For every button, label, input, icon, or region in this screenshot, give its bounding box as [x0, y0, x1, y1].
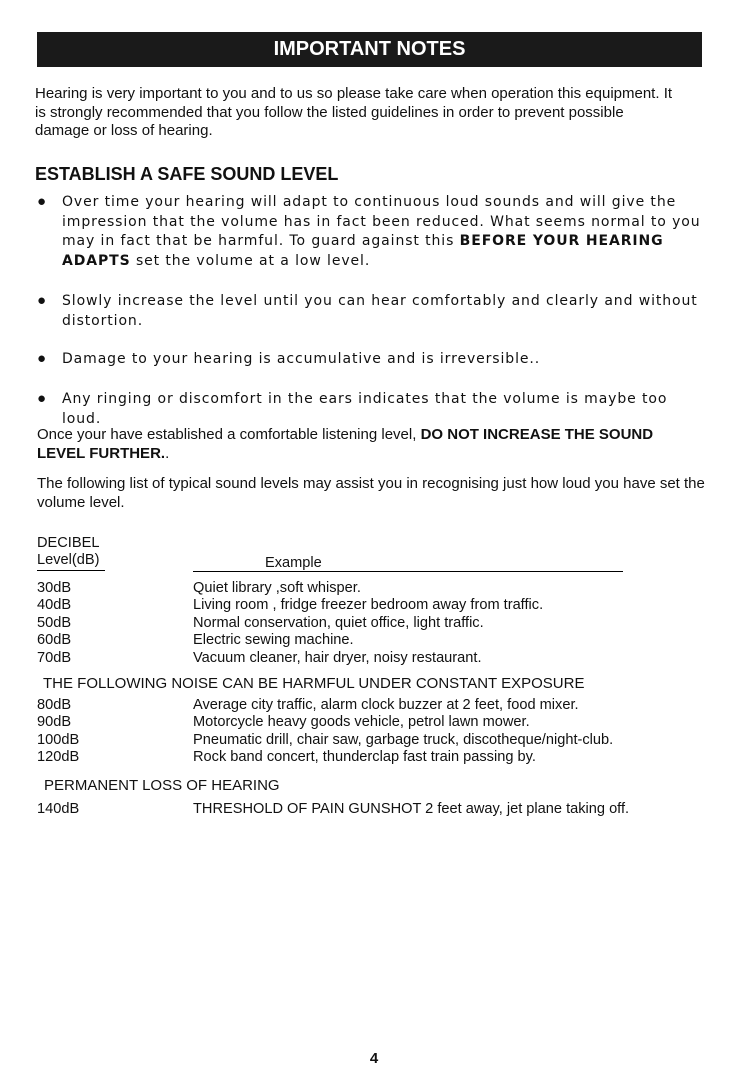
- example-cell: Motorcycle heavy goods vehicle, petrol lawn mower.: [193, 714, 530, 730]
- note-bold: DO NOT INCREASE THE SOUND LEVEL FURTHER.: [37, 426, 654, 462]
- level-cell: 80dB: [37, 697, 72, 713]
- following-paragraph: The following list of typical sound levels may assist you in recognising just how loud you have set the volume level.: [37, 475, 705, 511]
- bullet-3-text: Damage to your hearing is accumulative and is irreversible..: [62, 351, 541, 367]
- example-cell: Average city traffic, alarm clock buzzer at 2 feet, food mixer.: [193, 697, 579, 713]
- bullet-2-text: Slowly increase the level until you can hear comfortably and clearly and without distortion.: [62, 293, 698, 329]
- level-cell: 30dB: [37, 580, 72, 596]
- level-cell: 50dB: [37, 615, 72, 631]
- level-cell: 90dB: [37, 714, 72, 730]
- example-cell: Electric sewing machine.: [193, 632, 354, 648]
- col2-header-underline: [193, 571, 623, 572]
- level-cell: 40dB: [37, 597, 72, 613]
- banner-title: IMPORTANT NOTES: [273, 38, 466, 60]
- col2-header: Example: [265, 555, 322, 571]
- col1-header-line2: Level(dB): [37, 552, 100, 568]
- example-cell: THRESHOLD OF PAIN GUNSHOT 2 feet away, jet plane taking off.: [193, 801, 630, 817]
- page-number: 4: [369, 1050, 379, 1067]
- note-tail: .: [165, 445, 170, 462]
- note-paragraph: [37, 425, 697, 463]
- bullet-dot: ●: [37, 350, 47, 367]
- bullet-dot: ●: [37, 292, 47, 309]
- intro-paragraph: Hearing is very important to you and to us so please take care when operation this equipment. It is strongly recommended that you follow the listed guidelines in order to prevent possible damage or loss of hearing.: [35, 85, 673, 139]
- example-cell: Vacuum cleaner, hair dryer, noisy restaurant.: [193, 650, 482, 666]
- level-cell: 60dB: [37, 632, 72, 648]
- level-cell: 120dB: [37, 749, 80, 765]
- bullet-1-part2: set the volume at a low level.: [130, 252, 371, 269]
- example-cell: Pneumatic drill, chair saw, garbage truck, discotheque/night-club.: [193, 732, 614, 748]
- warning-permanent: PERMANENT LOSS OF HEARING: [44, 777, 280, 794]
- title-banner: [37, 32, 702, 67]
- example-cell: Normal conservation, quiet office, light traffic.: [193, 615, 484, 631]
- col1-header-line1: DECIBEL: [37, 535, 100, 551]
- bullet-dot: ●: [37, 193, 47, 210]
- bullet-4-text: Any ringing or discomfort in the ears indicates that the volume is maybe too loud.: [62, 391, 668, 427]
- bullet-1-part1: Over time your hearing will adapt to continuous loud sounds and will give the impression that the volume has in fact been reduced. What seems normal to you may in fact that be harmful. To guard against this: [62, 194, 701, 250]
- level-cell: 100dB: [37, 732, 80, 748]
- example-cell: Living room , fridge freezer bedroom away from traffic.: [193, 597, 544, 613]
- col1-header-underline: [37, 570, 105, 571]
- section-heading: ESTABLISH A SAFE SOUND LEVEL: [35, 164, 339, 184]
- bullet-1-text: [62, 193, 702, 271]
- level-cell: 140dB: [37, 801, 80, 817]
- bullet-dot: ●: [37, 390, 47, 407]
- bullet-1-bold: BEFORE YOUR HEARING ADAPTS: [62, 233, 664, 269]
- example-cell: Quiet library ,soft whisper.: [193, 580, 361, 596]
- example-cell: Rock band concert, thunderclap fast train passing by.: [193, 749, 536, 765]
- warning-harmful: THE FOLLOWING NOISE CAN BE HARMFUL UNDER CONSTANT EXPOSURE: [43, 675, 585, 692]
- note-text: Once your have established a comfortable listening level,: [37, 426, 421, 443]
- level-cell: 70dB: [37, 650, 72, 666]
